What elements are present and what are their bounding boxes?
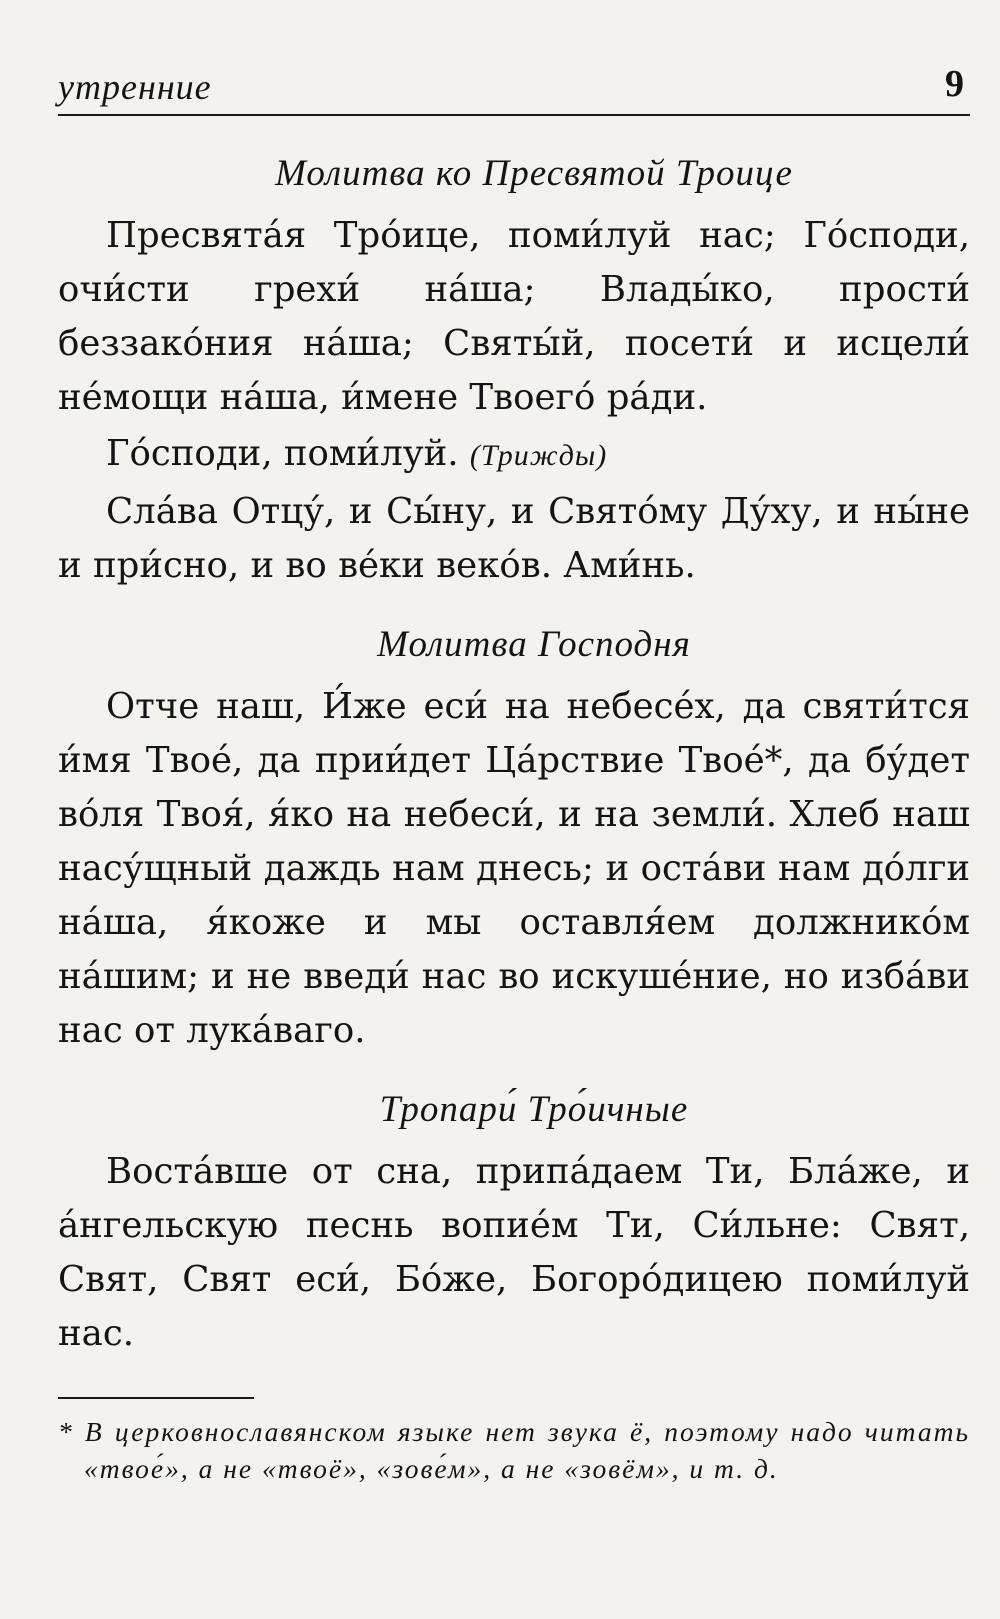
lord-have-mercy-text: Го́споди, поми́луй. (106, 433, 459, 474)
troparia-text: Воста́вше от сна, припа́даем Ти, Бла́же, и а́нгельскую песнь вопие́м Ти, Си́льне: Свят, Свят, Свят еси́, Бо́же, Богоро́дицею поми́луй нас. (58, 1151, 970, 1354)
header-rule (58, 114, 970, 116)
glory-doxology-text: Сла́ва Отцу́, и Сы́ну, и Свято́му Ду́ху, и ны́не и при́сно, и во ве́ки веко́в. Ами́нь. (58, 491, 970, 586)
lords-prayer-text: Отче наш, И́же еси́ на небесе́х, да святи́тся и́мя Твое́, да прии́дет Ца́рствие Твое́*, да бу́дет во́ля Твоя́, я́ко на небеси́, и на земли́. Хлеб наш насу́щный даждь нам днесь; и оста́ви нам до́лги на́ша, я́коже и мы оставля́ем должнико́м на́шим; и не введи́ нас во искуше́ние, но изба́ви нас от лука́ваго. (58, 686, 970, 1051)
book-page (58, 60, 970, 1487)
section-title-trinity-prayer: Молитва ко Пресвятой Троице (275, 153, 793, 194)
thrice-remark: (Трижды) (469, 439, 608, 472)
page-number: 9 (945, 63, 964, 105)
footnote-text: * В церковнославянском языке нет звука ё, поэтому надо читать «твое́», а не «твоё», «зове́м», а не «зовём», и т. д. (58, 1416, 970, 1484)
page-header (58, 60, 970, 116)
section-title-trinity-troparia: Тропари́ Тро́ичные (379, 1089, 689, 1130)
trinity-prayer-text: Пресвята́я Тро́ице, поми́луй нас; Го́споди, очи́сти грехи́ на́ша; Влады́ко, прости́ беззако́ния на́ша; Святы́й, посети́ и исцели́ не́мощи на́ша, и́мене Твоего́ ра́ди. (58, 215, 970, 418)
section-title-lords-prayer: Молитва Господня (377, 624, 691, 665)
running-head: утренние (58, 67, 212, 107)
footnote-rule (58, 1397, 254, 1399)
lord-have-mercy-line (58, 427, 970, 483)
